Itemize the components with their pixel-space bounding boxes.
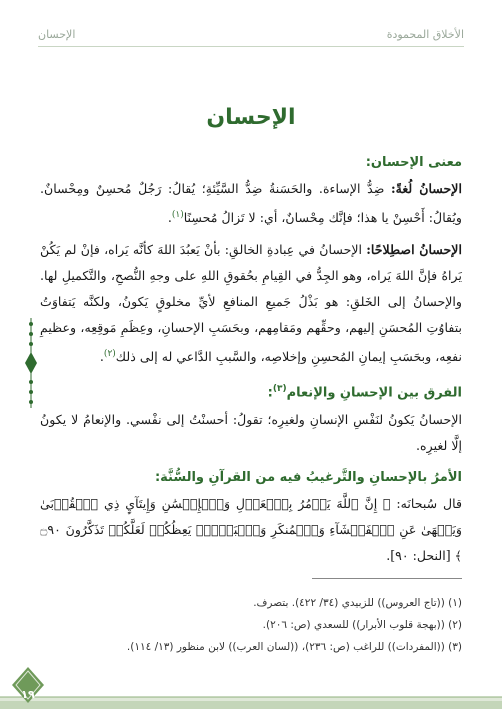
page-title: الإحسان	[206, 105, 296, 130]
term-technical: الإحسانُ اصطِلاحًا:	[366, 242, 462, 258]
heading-command: الأمرُ بالإحسانِ والتَّرغيبُ فيه من القرآنِ والسُّنَّة:	[154, 469, 462, 485]
paragraph-difference: الإحسانُ يَكونُ لنَفْسِ الإنسانِ ولغيرِه؛ تقولُ: أحسنْتُ إلى نفْسي. والإنعامُ لا يكونُ إلَّا لغيرِه.	[40, 411, 462, 453]
term-linguistic: الإحسانُ لُغةً:	[390, 181, 462, 196]
heading-difference-text: الفرق بين الإحسانِ والإنعام	[286, 385, 462, 401]
header-book-title: الأخلاق المحمودة	[386, 28, 464, 41]
header-divider	[38, 46, 464, 47]
main-text	[40, 150, 462, 575]
text-linguistic: ضِدُّ الإساءة. والحَسَنةُ ضِدُّ السَّيِّئةِ؛ يُقالُ: رَجُلٌ مُحسِنٌ ومِحْسانٌ. ويُقالُ: أَحْسِنْ يا هذا؛ فإنَّك مِحْسانٌ، أي: لا تَزالُ مُحسِنًا	[40, 181, 462, 226]
footnote-3: (٣) ((المفردات)) للراغب (ص: ٢٣٦)، ((لسان العرب)) لابن منظور (١٣/ ١١٤).	[126, 641, 462, 653]
period: .	[167, 210, 172, 226]
paragraph-technical	[40, 237, 462, 370]
footnote-1: (١) ((تاج العروس)) للزبيدي (٣٤/ ٤٢٢). بتصرف.	[253, 597, 462, 609]
header-chapter-title: الإحسان	[38, 28, 76, 41]
heading-colon: :	[267, 385, 273, 401]
paragraph-linguistic	[40, 176, 462, 231]
footnote-ref-2[interactable]: (٢)	[103, 349, 116, 360]
page-number: ١٩	[21, 688, 35, 701]
footnote-2: (٢) ((بهجة قلوب الأبرار)) للسعدي (ص: ٢٠٦).	[262, 619, 462, 631]
footnotes	[40, 592, 462, 658]
footnote-ref-1[interactable]: (١)	[171, 210, 184, 220]
paragraph-quran	[40, 491, 462, 569]
text-technical: الإحسانُ في عِبادةِ الخالقِ: بأنْ يَعبُدَ اللهَ كأنَّه يَراه، فإنْ لم يَكُنْ يَراهُ فإنَّ اللهَ يَراه، وهو الجِدُّ في القِيامِ بحُقوقِ اللهِ على وجهِ النُّصحِ، والتَّكميلِ لها. والإحسانُ إلى الخَلقِ: هو بَذْلُ جَميعِ المنافعِ لأيِّ مخلوقٍ يَكونُ، ولكنَّه يَتفاوَتُ بتفاوُتِ المُحسَنِ إليهم، وحقِّهم ومَقامِهم، وبحَسَبِ الإحسانِ، وعِظَمِ مَوقِعِه، وعظيمِ نفعِه، وبحَسَبِ إيمانِ المُحسِنِ وإخلاصِه، والسَّببِ الدَّاعي له إلى ذلك	[40, 242, 462, 365]
footnote-ref-3[interactable]: (٣)	[272, 384, 287, 395]
heading-meaning: معنى الإحسان:	[365, 155, 462, 170]
footer-ornament	[0, 679, 502, 709]
heading-difference	[40, 376, 462, 406]
quran-verse: ﴿ إِنَّ ٱللَّهَ يَأۡمُرُ بِٱلۡعَدۡلِ وَٱلۡإِحۡسَٰنِ وَإِيتَآيِٕ ذِي ٱلۡقُرۡبَىٰ وَيَنۡهَىٰ عَنِ ٱلۡفَحۡشَآءِ وَٱلۡمُنكَرِ وَٱلۡبَغۡيِۚ يَعِظُكُمۡ لَعَلَّكُمۡ تَذَكَّرُونَ ۝٩٠ ﴾	[40, 495, 462, 563]
footnote-divider	[312, 578, 462, 579]
period: .	[99, 349, 104, 365]
running-header	[38, 22, 464, 46]
side-ornament-icon	[22, 318, 40, 408]
quran-reference: [النحل: ٩٠].	[386, 547, 455, 563]
quran-intro: قال سُبحانَه:	[390, 495, 462, 511]
